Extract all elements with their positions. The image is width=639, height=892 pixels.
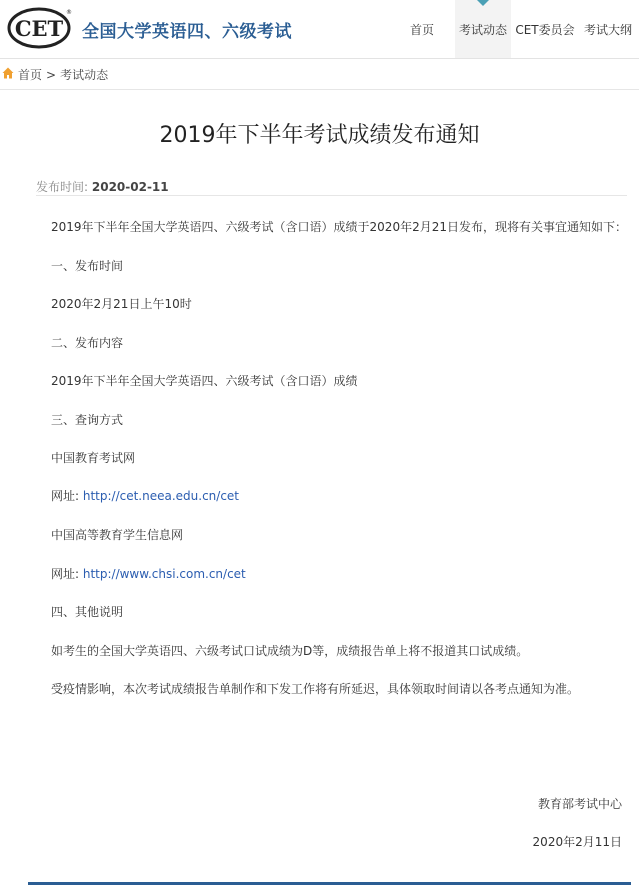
page-title: 2019年下半年考试成绩发布通知 [159, 123, 480, 148]
cet-logo[interactable] [7, 6, 71, 50]
logo-text: CET [14, 16, 64, 41]
site2-url-link[interactable]: http://www.chsi.com.cn/cet [82, 567, 246, 581]
heading-release-content: 二、发布内容 [51, 336, 124, 350]
footer-bar [28, 882, 631, 885]
nav-cet-committee[interactable]: CET委员会 [515, 22, 575, 37]
publish-meta [36, 178, 169, 195]
paragraph-note-2: 受疫情影响，本次考试成绩报告单制作和下发工作将有所延迟，具体领取时间请以各考点通知为准。 [51, 682, 580, 696]
paragraph-release-content: 2019年下半年全国大学英语四、六级考试（含口语）成绩 [51, 374, 358, 388]
divider [36, 195, 627, 196]
signature-date: 2020年2月11日 [532, 835, 622, 849]
site2-url-line [51, 565, 246, 582]
heading-other-notes: 四、其他说明 [51, 605, 124, 619]
site2-name: 中国高等教育学生信息网 [51, 528, 184, 542]
publish-date: 2020-02-11 [91, 180, 169, 194]
url-label: 网址: [51, 567, 83, 581]
svg-text:®: ® [66, 9, 72, 16]
url-label: 网址: [51, 489, 83, 503]
publish-label: 发布时间: [36, 180, 89, 194]
site-header [0, 0, 639, 59]
home-icon [2, 67, 14, 79]
site1-url-link[interactable]: http://cet.neea.edu.cn/cet [82, 489, 240, 503]
breadcrumb-current[interactable]: 考试动态 [60, 68, 109, 82]
heading-release-time: 一、发布时间 [51, 259, 124, 273]
paragraph-release-time: 2020年2月21日上午10时 [51, 297, 192, 311]
breadcrumb-separator: > [46, 68, 57, 82]
nav-home[interactable]: 首页 [409, 22, 434, 37]
paragraph-intro: 2019年下半年全国大学英语四、六级考试（含口语）成绩于2020年2月21日发布，现将有关事宜通知如下： [51, 220, 627, 234]
paragraph-note-1: 如考生的全国大学英语四、六级考试口试成绩为D等，成绩报告单上将不报道其口试成绩。 [51, 644, 529, 658]
signature-org: 教育部考试中心 [537, 797, 622, 811]
site1-name: 中国教育考试网 [51, 451, 136, 465]
nav-exam-syllabus[interactable]: 考试大纲 [583, 22, 632, 37]
breadcrumb [0, 59, 639, 90]
heading-query-method: 三、查询方式 [51, 413, 124, 427]
site1-url-line [51, 487, 239, 504]
site-title[interactable]: 全国大学英语四、六级考试 [82, 22, 292, 42]
nav-exam-news[interactable]: 考试动态 [455, 0, 511, 58]
breadcrumb-home[interactable]: 首页 [18, 68, 43, 82]
